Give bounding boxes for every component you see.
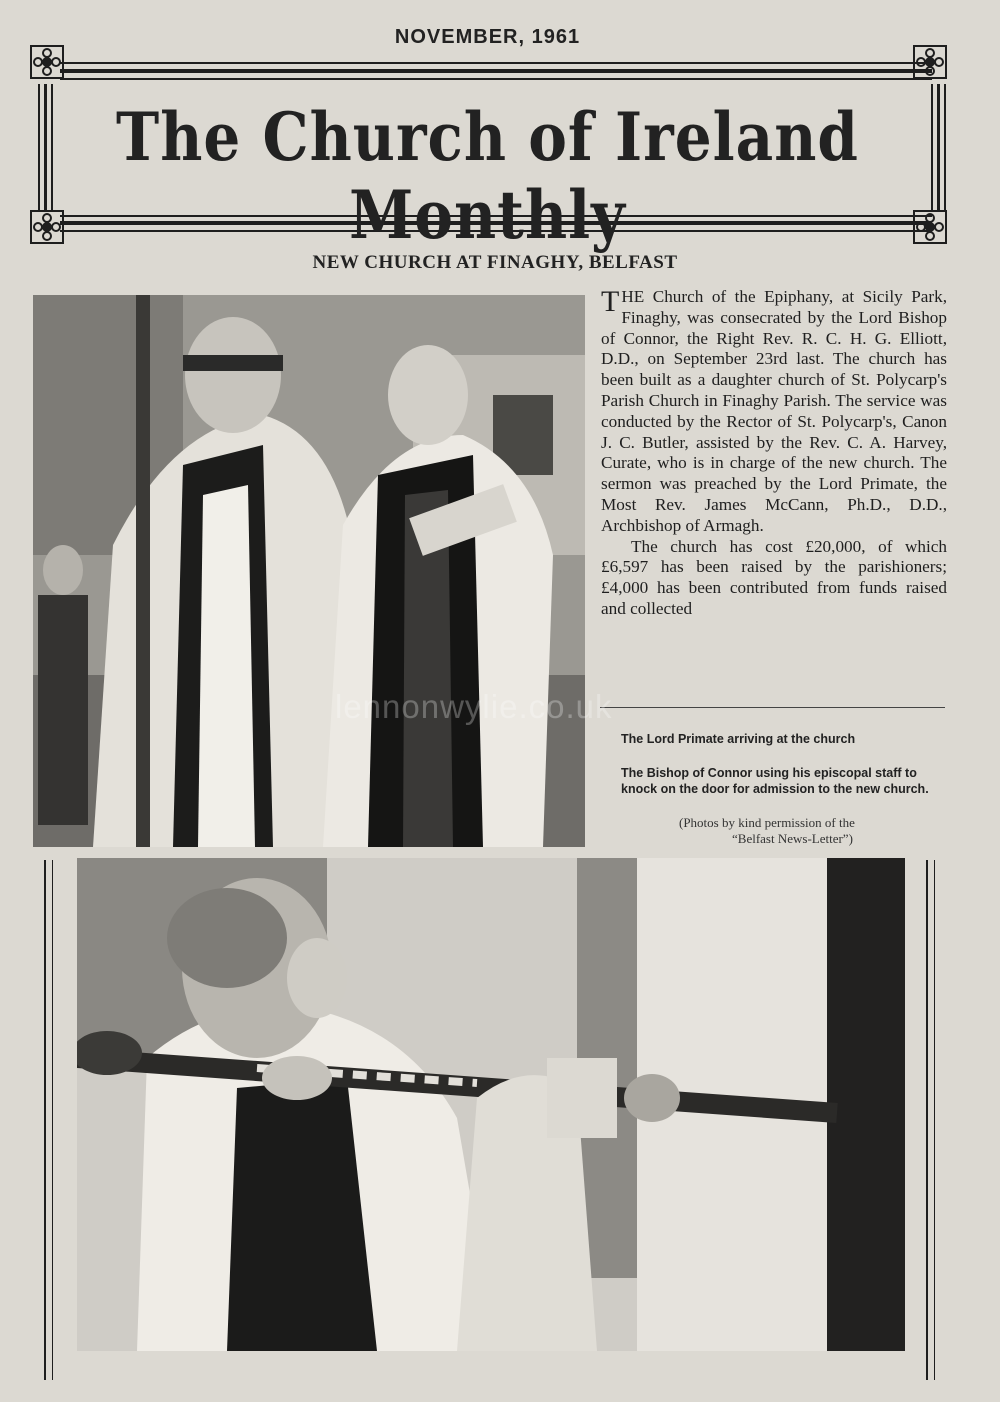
photo-bishop-knocking (77, 858, 905, 1351)
divider (52, 860, 53, 1380)
article-body (601, 287, 947, 620)
masthead-title: The Church of Ireland Monthly (116, 97, 859, 255)
photo-credit-line: “Belfast News-Letter”) (732, 831, 853, 846)
article-paragraph: HE Church of the Epiphany, at Sicily Park, Finaghy, was consecrated by the Lord Bishop of Connor, the Right Rev. R. C. H. G. Elliott, D.D., on September 23rd last. The church has been built as a daughter church of St. Polycarp's Parish Church in Finaghy Parish. The service was conducted by the Rector of St. Polycarp's, Canon J. C. Butler, assisted by the Rev. C. A. Harvey, Curate, who is in charge of the new church. The sermon was preached by the Lord Primate, the Most Rev. James McCann, Ph.D., D.D., Archbishop of Armagh. (601, 287, 947, 535)
photo-lord-primate-arriving (33, 295, 585, 847)
watermark-text: lennonwylie.co.uk (335, 688, 613, 725)
divider (926, 860, 928, 1380)
drop-cap: T (601, 285, 620, 318)
fleuron-icon (913, 45, 947, 79)
divider (600, 707, 945, 708)
caption-lord-primate: The Lord Primate arriving at the church (621, 732, 856, 746)
article-headline: NEW CHURCH AT FINAGHY, BELFAST (312, 252, 678, 273)
caption-bishop-of-connor: The Bishop of Connor using his episcopal staff to knock on the door for admission to the new church. (621, 766, 929, 796)
issue-date: NOVEMBER, 1961 (394, 26, 581, 48)
fleuron-icon (30, 45, 64, 79)
divider (934, 860, 935, 1380)
article-paragraph: The church has cost £20,000, of which £6,597 has been raised by the parishioners; £4,000 has been contributed from funds raised and collected (601, 536, 947, 618)
photo-credit-line: (Photos by kind permission of the (679, 815, 855, 830)
divider (44, 860, 46, 1380)
